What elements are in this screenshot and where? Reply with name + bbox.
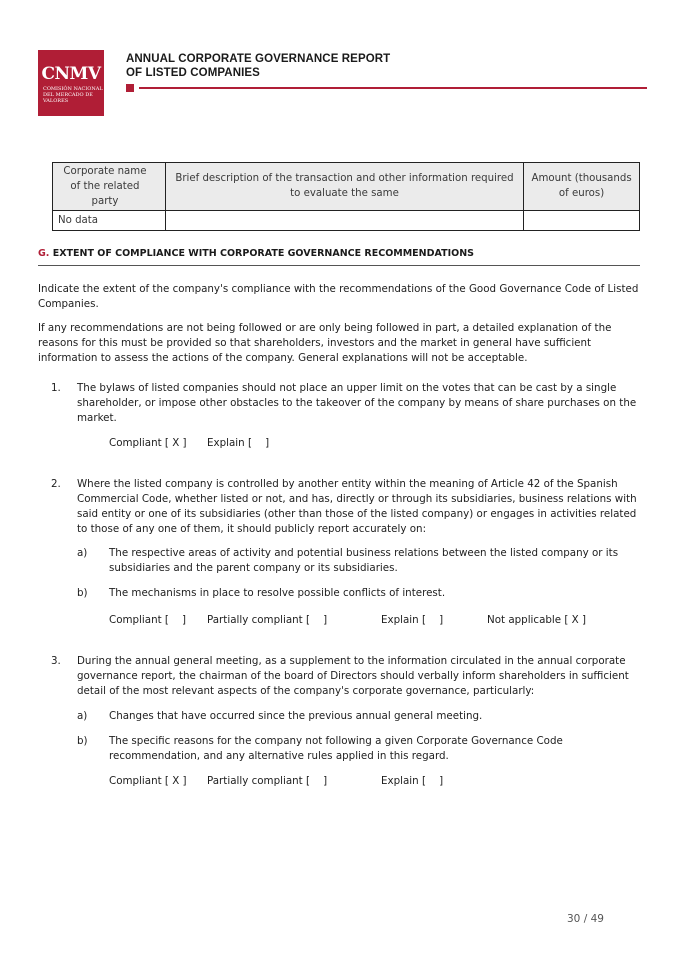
option-compliant: Compliant [ ] xyxy=(109,614,187,626)
option-not-applicable: Not applicable [ X ] xyxy=(487,614,587,626)
table-cell: No data xyxy=(53,211,166,231)
option-explain: Explain [ ] xyxy=(381,614,444,626)
subitem-text: The mechanisms in place to resolve possible conflicts of interest. xyxy=(109,587,446,599)
col-header-amount: Amount (thousands of euros) xyxy=(524,163,640,211)
header-rule xyxy=(139,87,647,89)
recommendation-text: During the annual general meeting, as a supplement to the information circulated in the annual corporate governance report, the chairman of the board of Directors should verbally inform shareholders in sufficient detail of the most relevant aspects of the company's corporate governance, particularly: xyxy=(77,655,629,697)
report-title xyxy=(126,52,390,80)
recommendation-number: 2. xyxy=(51,478,61,490)
table-cell xyxy=(524,211,640,231)
table-cell xyxy=(165,211,523,231)
col-header-related-party: Corporate name of the related party xyxy=(53,163,166,211)
subitem-text: The specific reasons for the company not following a given Corporate Governance Code recommendation, and any alternative rules applied in this regard. xyxy=(109,735,563,762)
section-title: EXTENT OF COMPLIANCE WITH CORPORATE GOVERNANCE RECOMMENDATIONS xyxy=(52,248,474,259)
option-partially-compliant: Partially compliant [ ] xyxy=(207,614,328,626)
subitem-letter: a) xyxy=(77,710,88,722)
table-header-row xyxy=(53,163,640,211)
section-rule xyxy=(38,265,640,266)
intro-paragraph: If any recommendations are not being followed or are only being followed in part, a detailed explanation of the reasons for this must be provided so that shareholders, investors and the market in general have sufficient information to assess the actions of the company. General explanations will not be acceptable. xyxy=(38,322,612,364)
option-explain: Explain [ ] xyxy=(207,437,270,449)
logo-text: COMISIÓN NACIONAL DEL MERCADO DE VALORES xyxy=(43,86,103,104)
subitem-text: The respective areas of activity and potential business relations between the listed company or its subsidiaries and the parent company or its subsidiaries. xyxy=(109,547,619,574)
option-partially-compliant: Partially compliant [ ] xyxy=(207,775,328,787)
section-letter: G. xyxy=(38,248,50,259)
header-accent-square xyxy=(126,84,134,92)
table-row xyxy=(53,211,640,231)
option-compliant: Compliant [ X ] xyxy=(109,437,187,449)
subitem-letter: b) xyxy=(77,735,88,747)
report-title-line2: OF LISTED COMPANIES xyxy=(126,67,260,79)
cnmv-logo xyxy=(38,50,104,116)
subitem-letter: a) xyxy=(77,547,88,559)
recommendation-text: Where the listed company is controlled by another entity within the meaning of Article 42 of the Spanish Commercial Code, whether listed or not, and has, directly or through its subsidiaries, business relations with said entity or one of its subsidiaries (other than those of the listed company) or engages in activities related to those of any one of them, it should publicly report accurately on: xyxy=(77,478,637,535)
recommendation-number: 3. xyxy=(51,655,61,667)
subitem-text: Changes that have occurred since the previous annual general meeting. xyxy=(109,710,483,722)
report-title-line1: ANNUAL CORPORATE GOVERNANCE REPORT xyxy=(126,53,391,65)
section-heading xyxy=(38,248,474,259)
recommendation-text: The bylaws of listed companies should not place an upper limit on the votes that can be cast by a single shareholder, or impose other obstacles to the takeover of the company by means of share purchases on the market. xyxy=(77,382,637,424)
option-compliant: Compliant [ X ] xyxy=(109,775,187,787)
intro-paragraph: Indicate the extent of the company's compliance with the recommendations of the Good Governance Code of Listed Companies. xyxy=(38,283,639,310)
subitem-letter: b) xyxy=(77,587,88,599)
related-party-table xyxy=(52,162,640,231)
option-explain: Explain [ ] xyxy=(381,775,444,787)
col-header-description: Brief description of the transaction and other information required to evaluate the same xyxy=(165,163,523,211)
page-number: 30 / 49 xyxy=(567,913,604,925)
logo-mark: CNMV xyxy=(41,64,101,84)
recommendation-number: 1. xyxy=(51,382,61,394)
